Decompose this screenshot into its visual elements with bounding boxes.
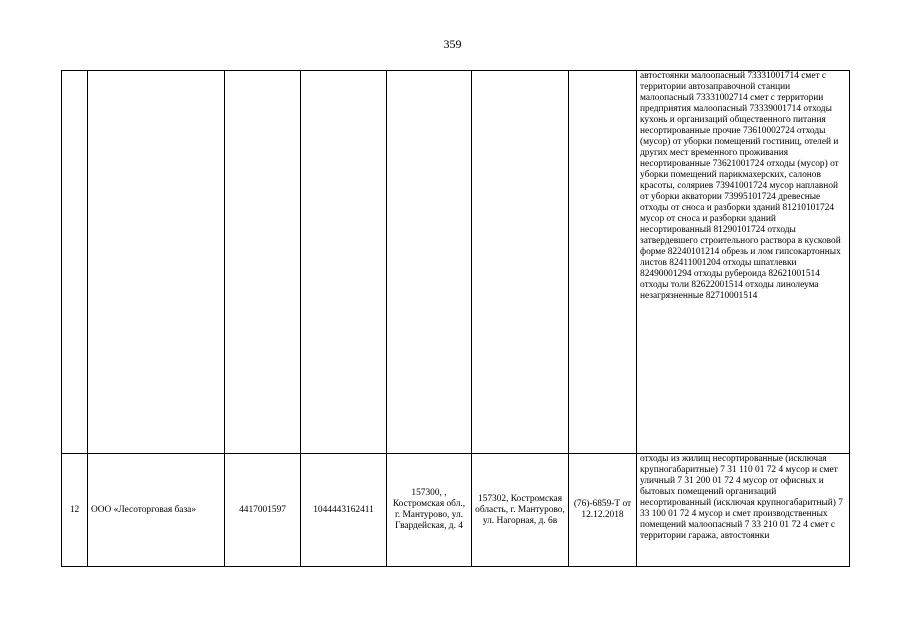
license-cell [569,71,637,454]
activity-address-cell [472,71,569,454]
table-row-continuation [62,71,850,454]
waste-types: отходы из жилищ несортированные (исключая крупногабаритные) 7 31 110 01 72 4 мусор и смет уличный 7 31 200 01 72 4 мусор от офисных и бытовых помещений организаций несортированный (исключая крупногабаритный) 7 33 100 01 72 4 мусор и смет производственных помещений малоопасный 7 33 210 01 72 4 смет с территории гаража, автостоянки [637,454,850,567]
entry-number: 12 [62,454,88,567]
ogrn-cell [301,71,387,454]
legal-address-cell [387,71,472,454]
ogrn-value: 1044443162411 [301,454,387,567]
inn-cell [225,71,301,454]
number-cell [62,71,88,454]
waste-types-cell: автостоянки малоопасный 73331001714 смет с территории автозаправочной станции малоопасный 73331002714 смет с территории предприятия малоопасный 73339001714 отходы кухонь и организаций общественного питания несортированные прочие 73610002724 отходы (мусор) от уборки помещений гостиниц, отелей и других мест временного проживания несортированные 73621001724 отходы (мусор) от уборки помещений парикмахерских, салонов красоты, соляриев 73941001724 мусор наплавной от уборки акватории 73995101724 древесные отходы от сноса и разборки зданий 81210101724 мусор от сноса и разборки зданий несортированный 81290101724 отходы затвердевшего строительного раствора в кусковой форме 82240101214 обрезь и лом гипсокартонных листов 82411001204 отходы шпатлевки 82490001294 отходы рубероида 82621001514 отходы толи 82622001514 отходы линолеума незагрязненные 82710001514 [637,71,850,454]
table-row-entry-12 [62,454,850,567]
organization-name: ООО «Лесоторговая база» [88,454,225,567]
page-number: 359 [443,37,462,51]
activity-address: 157302, Костромская область, г. Мантурово, ул. Нагорная, д. 6в [472,454,569,567]
license-registry-table [61,70,850,567]
legal-address: 157300, , Костромская обл., г. Мантурово, ул. Гвардейская, д. 4 [387,454,472,567]
license-number: (76)-6859-Т от 12.12.2018 [569,454,637,567]
organization-cell [88,71,225,454]
inn-value: 4417001597 [225,454,301,567]
